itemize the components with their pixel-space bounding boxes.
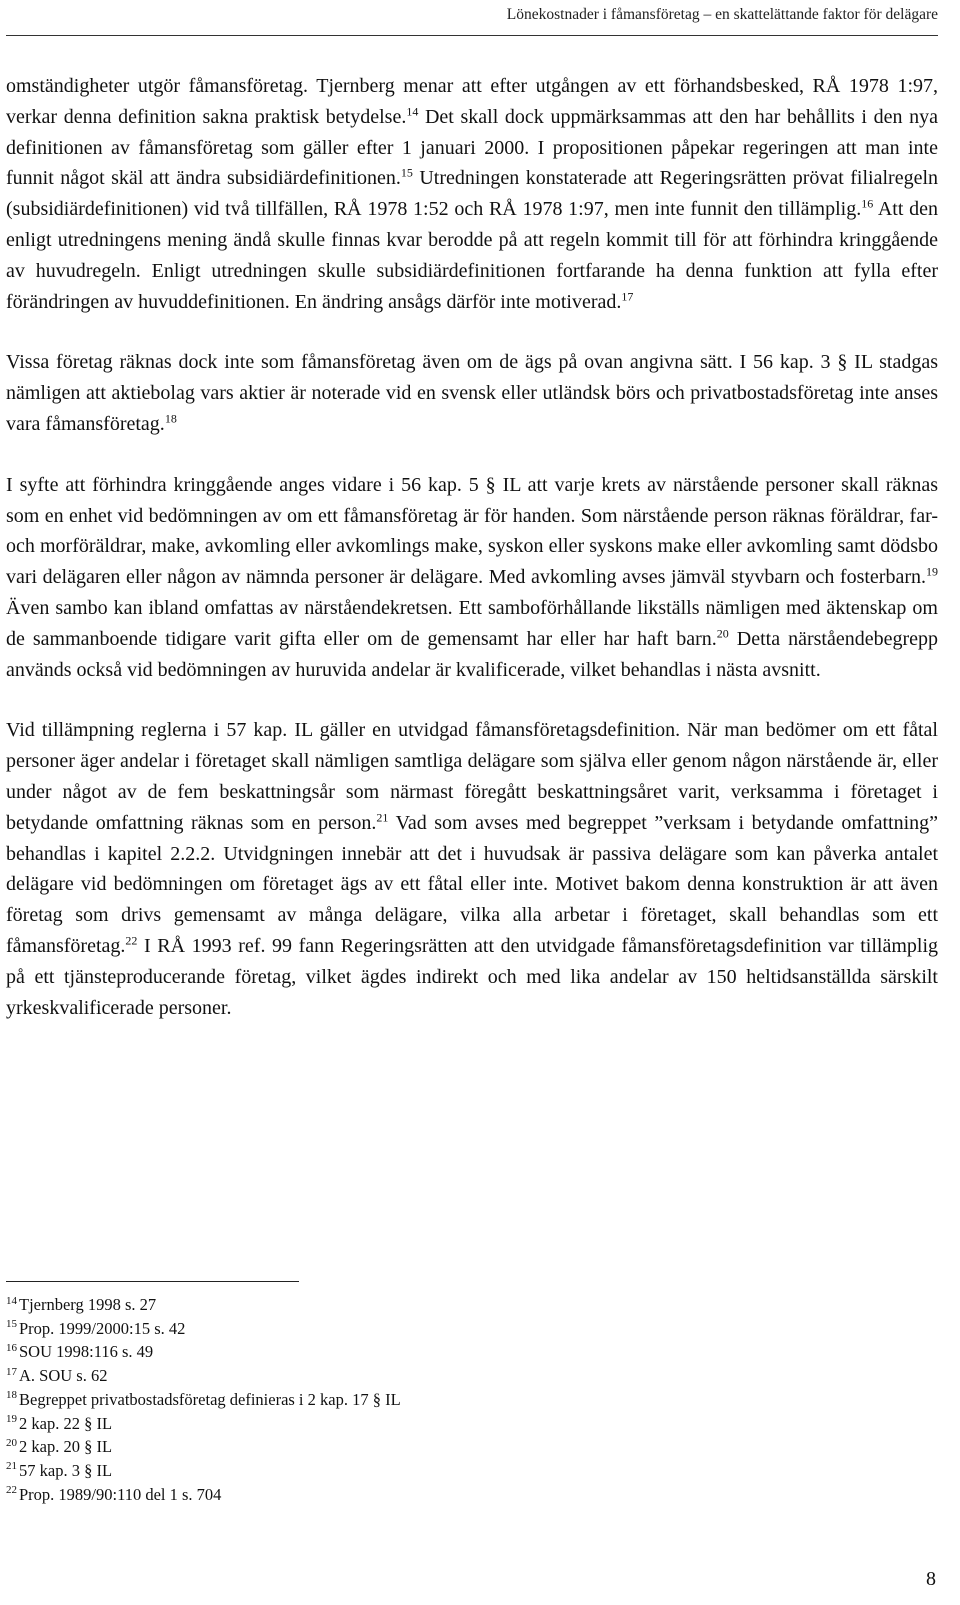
footnote-item bbox=[6, 1459, 938, 1483]
footnote-item bbox=[6, 1412, 938, 1436]
footnote-item bbox=[6, 1364, 938, 1388]
footnote-item bbox=[6, 1435, 938, 1459]
paragraph-text: Även sambo kan ibland omfattas av närståendekretsen. Ett samboförhållande likställs nämligen med äktenskap om de sammanboende tidigare varit gifta eller om de gemensamt har eller har haft barn. bbox=[6, 596, 938, 650]
body-text bbox=[6, 71, 938, 1053]
footnote-list bbox=[6, 1293, 938, 1506]
footnote-number: 16 bbox=[6, 1341, 17, 1354]
header-rule bbox=[6, 35, 938, 36]
footnote-reference: 14 bbox=[406, 104, 419, 119]
paragraph-text: Vissa företag räknas dock inte som fåmansföretag även om de ägs på ovan angivna sätt. I 56 kap. 3 § IL stadgas nämligen att aktiebolag vars aktier är noterade vid en svensk eller utländsk börs och privatbostadsföretag inte anses vara fåmansföretag. bbox=[6, 351, 938, 435]
footnote-item bbox=[6, 1483, 938, 1507]
footnote-number: 18 bbox=[6, 1389, 17, 1402]
footnote-number: 19 bbox=[6, 1413, 17, 1426]
footnote-text: A. SOU s. 62 bbox=[19, 1366, 108, 1386]
body-paragraph bbox=[6, 470, 938, 686]
running-header: Lönekostnader i fåmansföretag – en skattelättande faktor för delägare bbox=[506, 6, 938, 23]
paragraph-text: I syfte att förhindra kringgående anges vidare i 56 kap. 5 § IL att varje krets av närstående personer skall räknas som en enhet vid bedömningen av om ett fåmansföretag är för handen. Som närstående person räknas föräldrar, far- och morföräldrar, make, avkomling eller avkomlings make, syskon eller syskons make eller avkomling samt dödsbo vari delägaren eller någon av nämnda personer är delägare. Med avkomling avses jämväl styvbarn och fosterbarn. bbox=[6, 473, 938, 589]
footnote-reference: 17 bbox=[621, 288, 634, 303]
footnote-reference: 16 bbox=[861, 196, 874, 211]
paragraph-text: I RÅ 1993 ref. 99 fann Regeringsrätten att den utvidgade fåmansföretagsdefinition var tillämplig på ett tjänsteproducerande företag, vilket ägdes indirekt och med lika andelar av 150 heltidsanställda särskilt yrkeskvalificerade personer. bbox=[6, 934, 938, 1019]
footnote-number: 21 bbox=[6, 1460, 17, 1473]
body-paragraph bbox=[6, 71, 938, 317]
footnote-text: Prop. 1989/90:110 del 1 s. 704 bbox=[19, 1484, 222, 1504]
footnote-text: 57 kap. 3 § IL bbox=[19, 1460, 113, 1480]
footnote-text: 2 kap. 20 § IL bbox=[19, 1437, 113, 1457]
paragraph-text: Att den enligt utredningens mening ändå skulle finnas kvar berodde på att regeln kommit till för att förhindra kringgående av huvudregeln. Enligt utredningen skulle subsidiärdefinitionen fortfarande ha denna funktion att fylla efter förändringen av huvuddefinitionen. En ändring ansågs därför inte motiverad. bbox=[6, 198, 938, 313]
footnote-reference: 15 bbox=[400, 165, 413, 180]
footnote-item bbox=[6, 1388, 938, 1412]
body-paragraph bbox=[6, 715, 938, 1023]
footnote-number: 20 bbox=[6, 1436, 17, 1449]
footnote-number: 22 bbox=[6, 1484, 17, 1497]
paragraph-text: Det skall dock uppmärksammas att den har behållits i den nya definitionen av fåmansföretag som gäller efter 1 januari 2000. I propositionen påpekar regeringen att man inte funnit något skäl att ändra subsidiärdefinitionen. bbox=[6, 105, 938, 190]
footnote-item bbox=[6, 1317, 938, 1341]
body-paragraph bbox=[6, 347, 938, 439]
footnote-text: Begreppet privatbostadsföretag definieras i 2 kap. 17 § IL bbox=[19, 1389, 401, 1409]
paragraph-text: Detta närståendebegrepp används också vid bedömningen av huruvida andelar är kvalificerade, vilket behandlas i nästa avsnitt. bbox=[6, 627, 938, 681]
footnote-number: 17 bbox=[6, 1365, 17, 1378]
footnote-reference: 21 bbox=[376, 810, 389, 825]
footnote-text: Tjernberg 1998 s. 27 bbox=[19, 1295, 157, 1314]
footnote-text: Prop. 1999/2000:15 s. 42 bbox=[19, 1318, 186, 1338]
footnote-item bbox=[6, 1340, 938, 1364]
footnote-number: 15 bbox=[6, 1318, 17, 1331]
footnote-reference: 22 bbox=[125, 933, 138, 948]
footnote-item bbox=[6, 1293, 938, 1317]
footnote-reference: 20 bbox=[716, 626, 729, 641]
footnote-separator bbox=[6, 1281, 299, 1282]
paragraph-text: Vid tillämpning reglerna i 57 kap. IL gäller en utvidgad fåmansföretagsdefinition. När man bedömer om ett fåtal personer äger andelar i företaget skall nämligen samtliga delägare som själva eller genom någon närstående är, eller under något av de fem beskattningsår som närmast föregått beskattningsåret varit, verksamma i företaget i betydande omfattning räknas som en person. bbox=[6, 719, 938, 834]
paragraph-text: Utredningen konstaterade att Regeringsrätten prövat filialregeln (subsidiärdefinitionen) vid två tillfällen, RÅ 1978 1:52 och RÅ 1978 1:97, men inte funnit den tillämplig. bbox=[6, 167, 938, 221]
footnote-number: 14 bbox=[6, 1294, 17, 1307]
footnote-text: 2 kap. 22 § IL bbox=[19, 1413, 113, 1433]
footnote-reference: 19 bbox=[926, 564, 938, 579]
paragraph-text: omständigheter utgör fåmansföretag. Tjernberg menar att efter utgången av ett förhandsbesked, RÅ 1978 1:97, verkar denna definition sakna praktisk betydelse. bbox=[6, 75, 938, 128]
footnote-reference: 18 bbox=[164, 411, 177, 426]
paragraph-text: Vad som avses med begreppet ”verksam i betydande omfattning” behandlas i kapitel 2.2.2. Utvidgningen innebär att det i huvudsak är passiva delägare som kan påverka antalet delägare vid bedömningen om företaget ägs av ett fåtal eller inte. Motivet bakom denna konstruktion är att även företag som drivs gemensamt av många delägare, vilka alla arbetar i företaget, skall behandlas som ett fåmansföretag. bbox=[6, 811, 938, 957]
footnote-text: SOU 1998:116 s. 49 bbox=[19, 1342, 154, 1362]
page-number: 8 bbox=[926, 1568, 936, 1590]
